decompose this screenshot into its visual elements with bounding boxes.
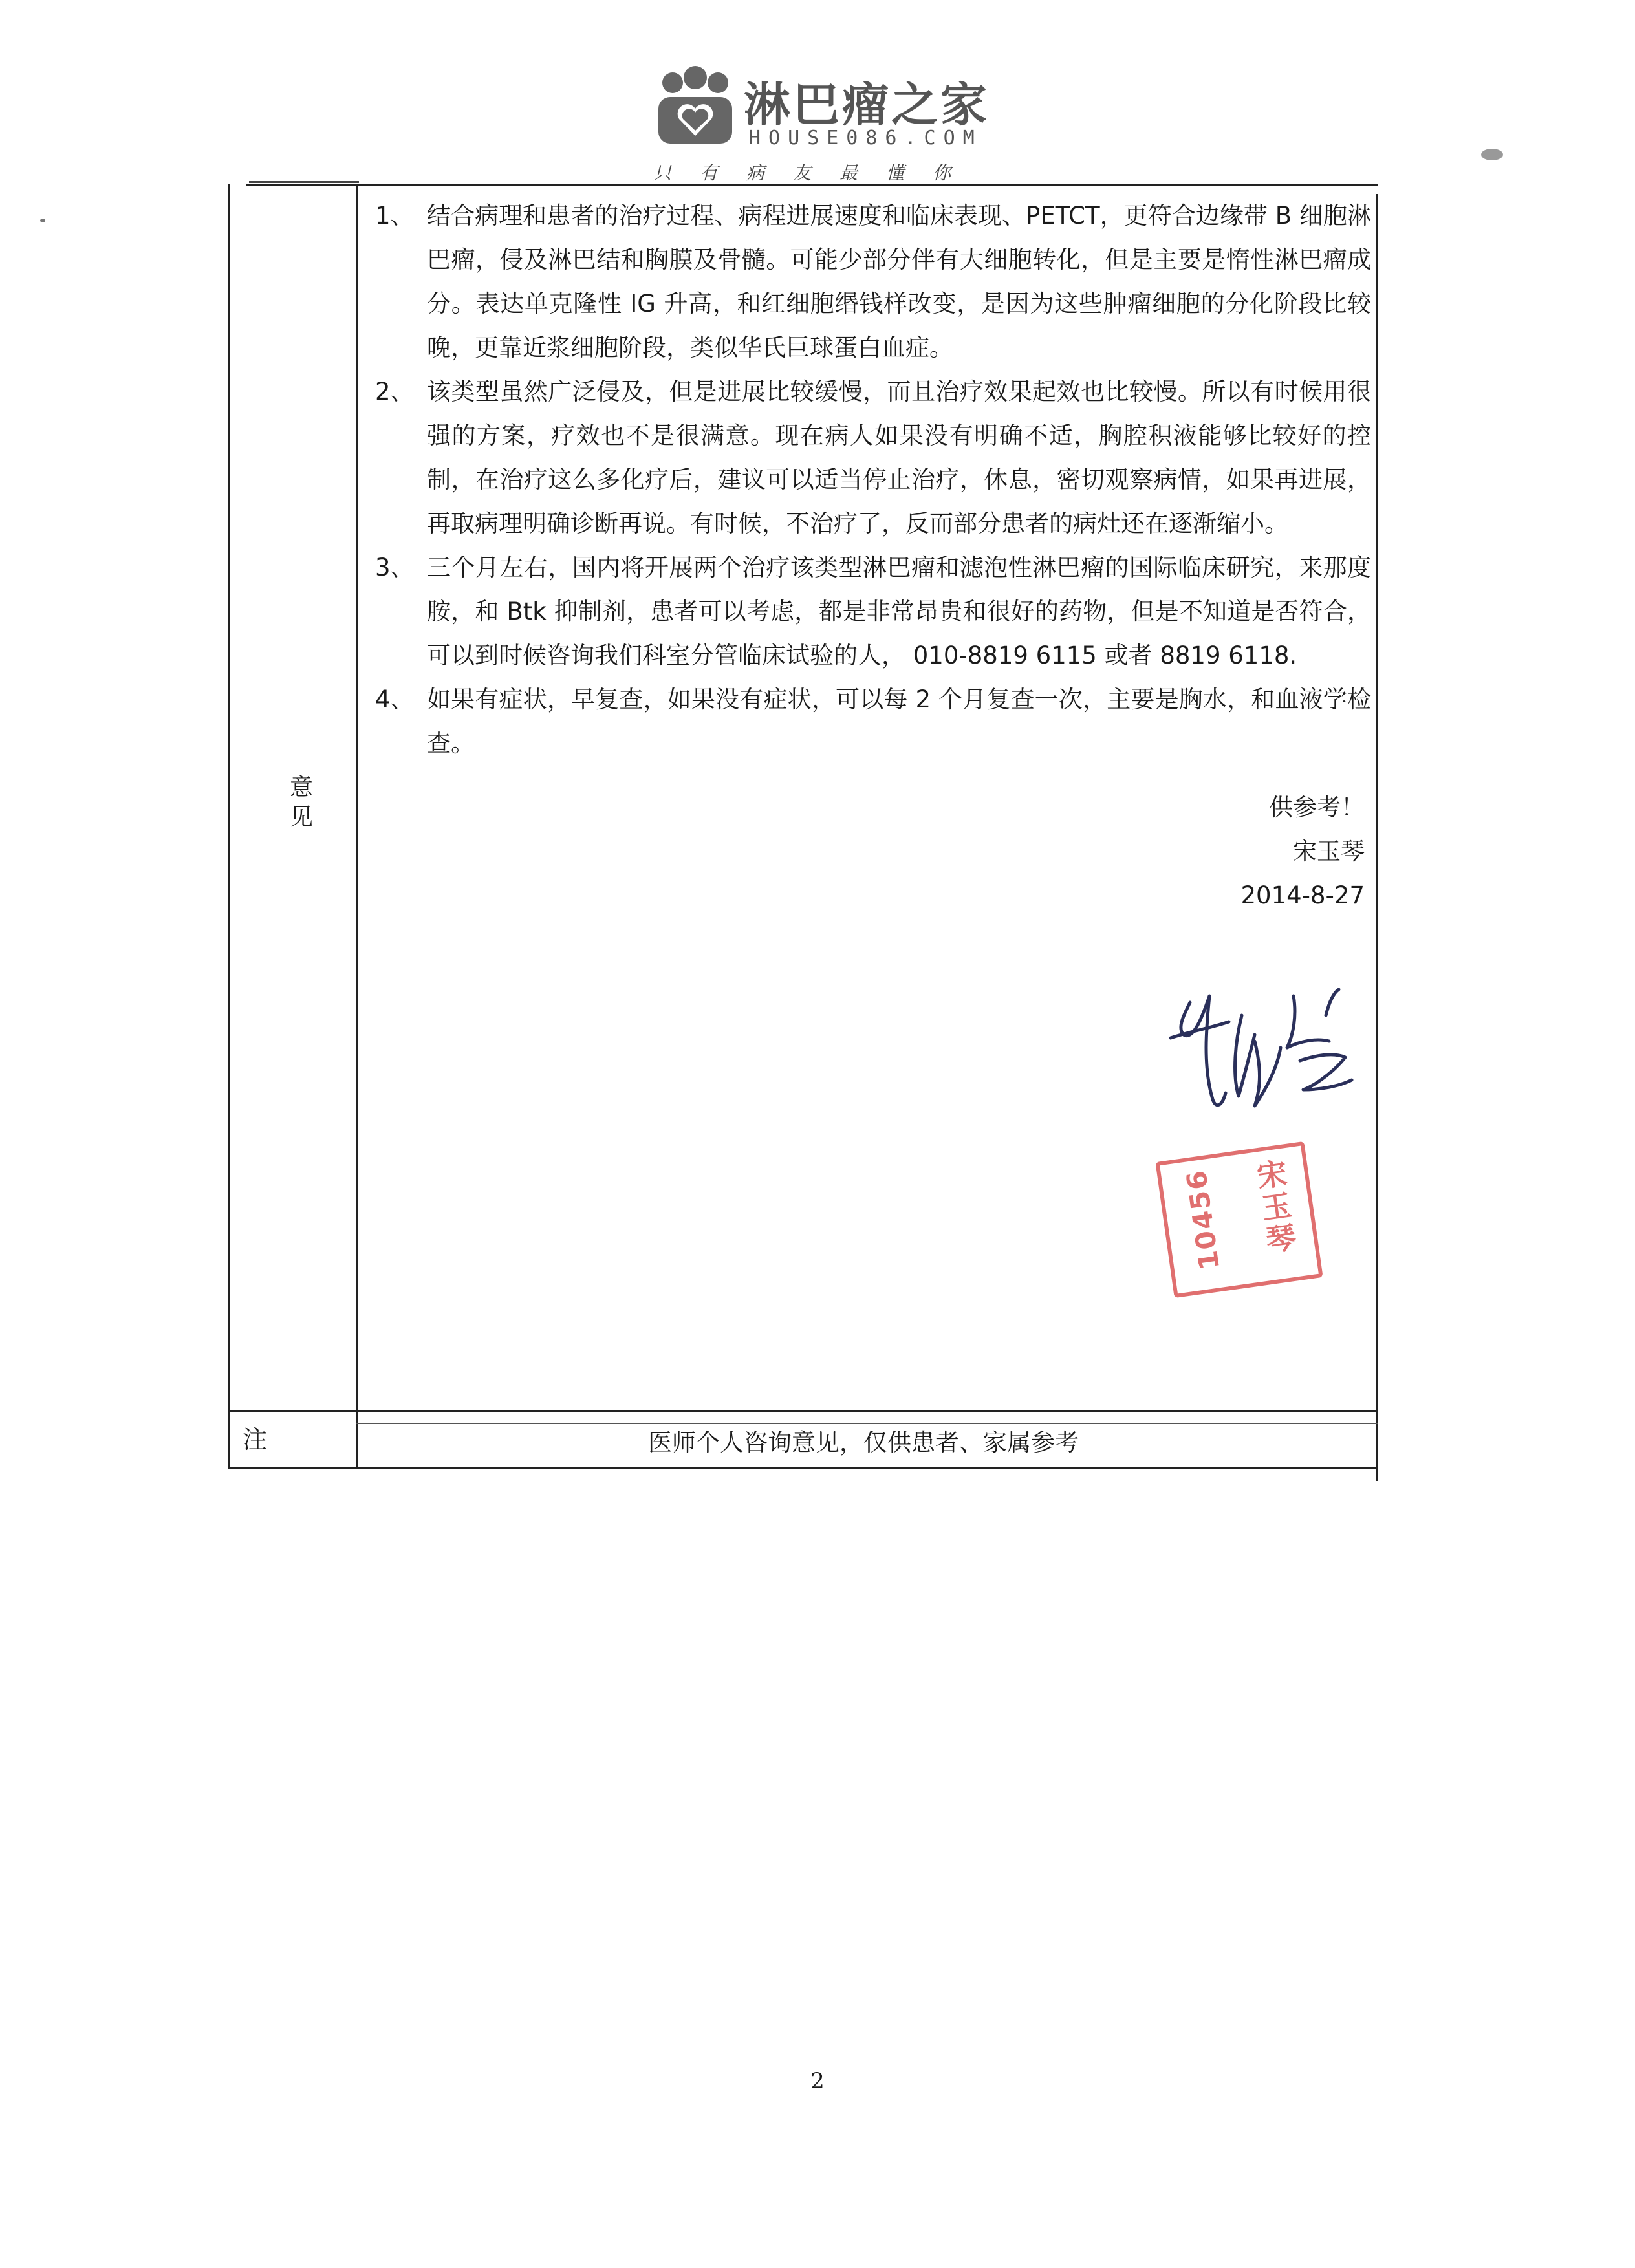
opinion-item-text: 三个月左右，国内将开展两个治疗该类型淋巴瘤和滤泡性淋巴瘤的国际临床研究，来那度胺，和 Btk 抑制剂，患者可以考虑，都是非常昂贵和很好的药物，但是不知道是否符合，可以到时候咨询我们科室分管临床试验的人， 010-8819 6115 或者 8819 6118.: [427, 554, 1371, 669]
table-top-border: [246, 184, 1378, 186]
opinion-item: [375, 370, 1371, 546]
site-logo: [653, 65, 990, 155]
opinion-item: [375, 546, 1371, 678]
logo-name: 淋巴瘤之家: [744, 78, 990, 132]
handwritten-signature-icon: [1164, 977, 1358, 1145]
doctor-name: 宋玉琴: [1293, 837, 1365, 865]
scan-speck: [1481, 149, 1503, 160]
seal-name: 宋玉琴: [1250, 1157, 1299, 1258]
closing-date: 2014-8-27: [1240, 881, 1365, 909]
table-right-border: [1376, 194, 1378, 1481]
opinion-item: [375, 194, 1371, 370]
people-heart-icon: [653, 65, 737, 149]
scan-speck: [40, 219, 45, 222]
opinion-item-text: 结合病理和患者的治疗过程、病程进展速度和临床表现、PETCT，更符合边缘带 B 细胞淋巴瘤，侵及淋巴结和胸膜及骨髓。可能少部分伴有大细胞转化，但是主要是惰性淋巴瘤成分。表达单克隆性 IG 升高，和红细胞缗钱样改变，是因为这些肿瘤细胞的分化阶段比较晚，更靠近浆细胞阶段，类似华氏巨球蛋白血症。: [427, 202, 1371, 362]
seal-code: 10456: [1180, 1167, 1226, 1272]
closing-remark: 供参考！: [1269, 794, 1365, 821]
opinion-list: [375, 194, 1371, 766]
table-bottom-border: [228, 1467, 1378, 1469]
logo-domain: HOUSE086.COM: [749, 127, 982, 149]
closing-block: [1203, 786, 1365, 918]
opinion-item-number: 4、: [375, 686, 415, 713]
table-top-border-left: [249, 181, 359, 183]
opinion-item: [375, 678, 1371, 766]
opinion-item-number: 1、: [375, 202, 415, 230]
opinion-item-text: 该类型虽然广泛侵及，但是进展比较缓慢，而且治疗效果起效也比较慢。所以有时候用很强的方案，疗效也不是很满意。现在病人如果没有明确不适，胸腔积液能够比较好的控制，在治疗这么多化疗后，建议可以适当停止治疗，休息，密切观察病情，如果再进展，再取病理明确诊断再说。有时候，不治疗了，反而部分患者的病灶还在逐渐缩小。: [427, 378, 1371, 537]
opinion-item-number: 2、: [375, 378, 415, 405]
slogan: 只有病友最懂你: [653, 162, 980, 184]
table-left-border: [228, 184, 230, 1468]
table-column-divider: [356, 184, 358, 1468]
note-text: 医师个人咨询意见，仅供患者、家属参考: [648, 1429, 1079, 1456]
table-row-divider: [228, 1410, 1378, 1412]
opinion-row-label: 意见: [290, 774, 314, 830]
opinion-item-number: 3、: [375, 554, 415, 581]
opinion-item-text: 如果有症状，早复查，如果没有症状，可以每 2 个月复查一次，主要是胸水，和血液学检查。: [427, 686, 1371, 757]
page-number: 2: [810, 2068, 825, 2094]
note-row-label: 注: [243, 1425, 268, 1454]
red-seal-stamp-icon: [1155, 1141, 1323, 1298]
